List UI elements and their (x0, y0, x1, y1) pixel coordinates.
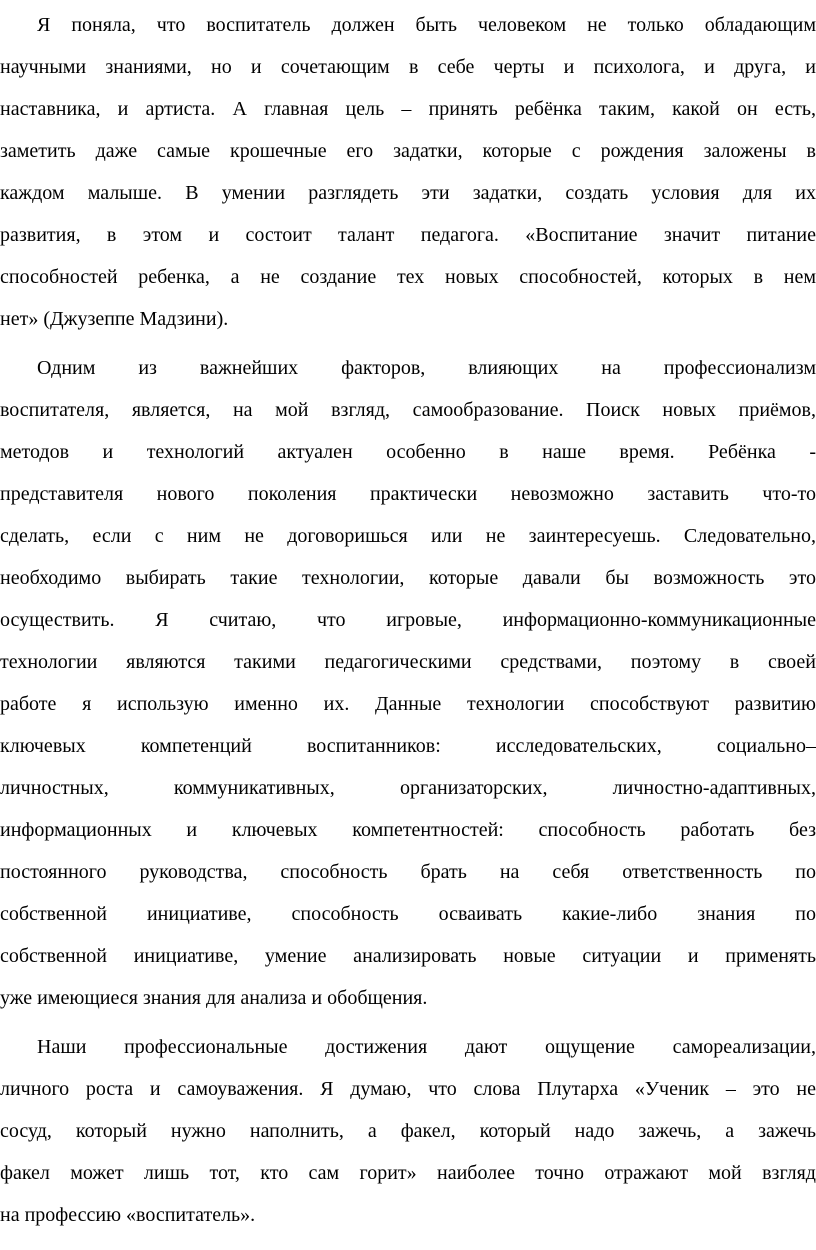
paragraph-1-line: развития, в этом и состоит талант педагога. «Воспитание значит питание (0, 224, 816, 246)
paragraph-3-line: личного роста и самоуважения. Я думаю, что слова Плутарха «Ученик – это не (0, 1078, 816, 1100)
paragraph-2-line: методов и технологий актуален особенно в наше время. Ребёнка - (0, 441, 816, 463)
paragraph-2-line: собственной инициативе, умение анализировать новые ситуации и применять (0, 945, 816, 967)
paragraph-2-line: Одним из важнейших факторов, влияющих на профессионализм (37, 357, 816, 379)
paragraph-2-line: воспитателя, является, на мой взгляд, самообразование. Поиск новых приёмов, (0, 399, 816, 421)
paragraph-2-line: собственной инициативе, способность осваивать какие-либо знания по (0, 903, 816, 925)
paragraph-2-line: информационных и ключевых компетентностей: способность работать без (0, 819, 816, 841)
paragraph-2-line: работе я использую именно их. Данные технологии способствуют развитию (0, 693, 816, 715)
paragraph-2-line: уже имеющиеся знания для анализа и обобщения. (0, 987, 428, 1009)
paragraph-2-line: осуществить. Я считаю, что игровые, информационно-коммуникационные (0, 609, 816, 631)
paragraph-1-line: нет» (Джузеппе Мадзини). (0, 308, 229, 330)
paragraph-3-line: факел может лишь тот, кто сам горит» наиболее точно отражают мой взгляд (0, 1162, 816, 1184)
paragraph-3-line: Наши профессиональные достижения дают ощущение самореализации, (37, 1036, 816, 1058)
paragraph-1-line: Я поняла, что воспитатель должен быть человеком не только обладающим (37, 14, 816, 36)
paragraph-3-line: на профессию «воспитатель». (0, 1204, 256, 1226)
paragraph-3-line: сосуд, который нужно наполнить, а факел, который надо зажечь, а зажечь (0, 1120, 816, 1142)
paragraph-2-line: представителя нового поколения практически невозможно заставить что-то (0, 483, 816, 505)
paragraph-2-line: технологии являются такими педагогическими средствами, поэтому в своей (0, 651, 816, 673)
paragraph-1-line: заметить даже самые крошечные его задатки, которые с рождения заложены в (0, 140, 816, 162)
paragraph-2-line: ключевых компетенций воспитанников: исследовательских, социально– (0, 735, 816, 757)
paragraph-1-line: научными знаниями, но и сочетающим в себе черты и психолога, и друга, и (0, 56, 816, 78)
paragraph-2-line: необходимо выбирать такие технологии, которые давали бы возможность это (0, 567, 816, 589)
paragraph-2-line: личностных, коммуникативных, организаторских, личностно-адаптивных, (0, 777, 816, 799)
paragraph-1-line: каждом малыше. В умении разглядеть эти задатки, создать условия для их (0, 182, 816, 204)
paragraph-2-line: сделать, если с ним не договоришься или не заинтересуешь. Следовательно, (0, 525, 816, 547)
paragraph-2-line: постоянного руководства, способность брать на себя ответственность по (0, 861, 816, 883)
paragraph-1-line: наставника, и артиста. А главная цель – принять ребёнка таким, какой он есть, (0, 98, 816, 120)
paragraph-1-line: способностей ребенка, а не создание тех новых способностей, которых в нем (0, 266, 816, 288)
